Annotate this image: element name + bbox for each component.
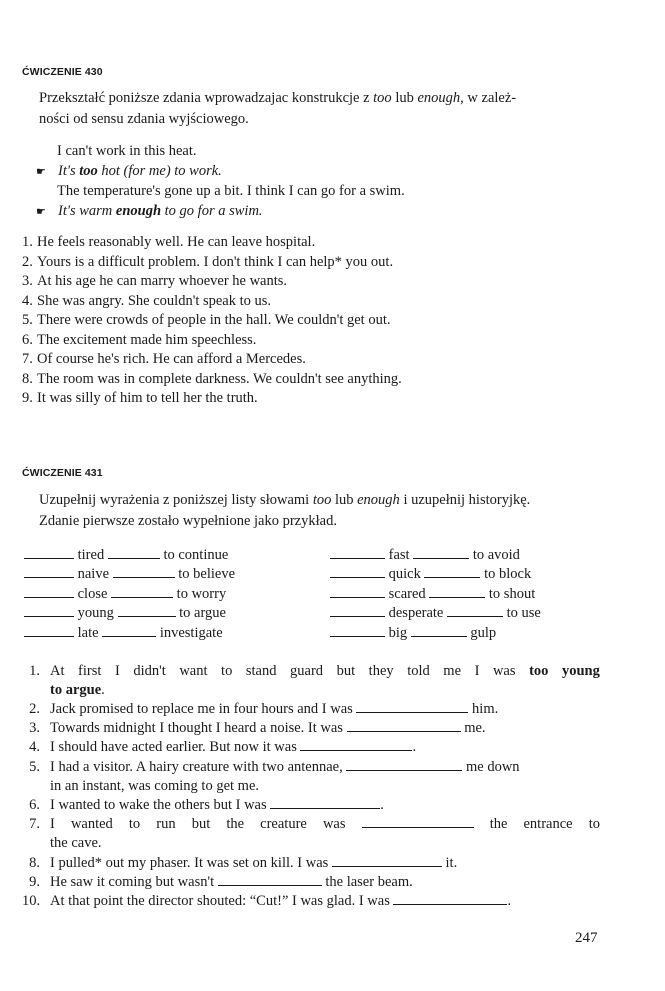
answer-blank[interactable] <box>424 566 480 578</box>
list-item: 5. There were crowds of people in the hall. We couldn't get out. <box>22 312 391 328</box>
list-item: 7. Of course he's rich. He can afford a Mercedes. <box>22 351 306 367</box>
phrase-row: desperate to use <box>330 604 630 623</box>
answer-blank[interactable] <box>330 586 385 598</box>
answer-blank[interactable] <box>330 625 385 637</box>
phrase-row: scared to shout <box>330 585 630 604</box>
answer-blank[interactable] <box>346 759 462 771</box>
example-1-answer: ☛ It's too hot (for me) to work. <box>36 162 222 183</box>
item-number: 1. <box>29 663 40 679</box>
story-line-7: I wanted to run but the creature was the entrance to <box>50 816 600 832</box>
exercise-430-items <box>22 233 402 409</box>
story-line-8: I pulled* out my phaser. It was set on kill. I was it. <box>50 855 458 871</box>
list-item: 3. At his age he can marry whoever he wants. <box>22 273 288 289</box>
story-line-7-cont: the cave. <box>50 835 102 851</box>
item-number: 5. <box>29 759 40 775</box>
list-item: 6. The excitement made him speechless. <box>22 331 257 348</box>
exercise-431-heading: ĆWICZENIE 431 <box>22 467 103 479</box>
item-number: 2. <box>29 701 40 717</box>
item-number: 10. <box>22 893 41 909</box>
story-line-1-cont: to argue. <box>50 682 105 698</box>
phrase-list-left <box>24 546 324 643</box>
phrase-row: naive to believe <box>24 565 324 584</box>
answer-blank[interactable] <box>330 566 385 578</box>
answer-blank[interactable] <box>270 797 380 809</box>
answer-blank[interactable] <box>113 566 175 578</box>
answer-blank[interactable] <box>413 547 469 559</box>
answer-blank[interactable] <box>447 605 503 617</box>
exercise-430-heading: ĆWICZENIE 430 <box>22 66 103 78</box>
phrase-list-right <box>330 546 630 643</box>
story-line-5-cont: in an instant, was coming to get me. <box>50 778 260 794</box>
answer-blank[interactable] <box>108 547 160 559</box>
answer-blank[interactable] <box>24 605 74 617</box>
phrase-row: fast to avoid <box>330 546 630 565</box>
exercise-430-instruction: Przekształć poniższe zdania wprowadzajac konstrukcje z too lub enough, w zależ- ności od sensu zdania wyjściowego. <box>39 90 517 127</box>
story-line-5: I had a visitor. A hairy creature with two antennae, me down <box>50 759 520 775</box>
example-1-prompt: I can't work in this heat. <box>57 143 197 159</box>
item-number: 4. <box>29 739 40 755</box>
answer-blank[interactable] <box>24 586 74 598</box>
story-line-9: He saw it coming but wasn't the laser beam. <box>50 874 413 890</box>
phrase-row: big gulp <box>330 624 630 643</box>
answer-blank[interactable] <box>24 566 74 578</box>
answer-blank[interactable] <box>24 625 74 637</box>
item-number: 3. <box>29 720 40 736</box>
list-item: 4. She was angry. She couldn't speak to us. <box>22 292 272 309</box>
story-line-6: I wanted to wake the others but I was . <box>50 797 384 813</box>
answer-blank[interactable] <box>393 893 507 905</box>
phrase-row: young to argue <box>24 604 324 623</box>
list-item: 1. He feels reasonably well. He can leave hospital. <box>22 234 316 250</box>
answer-blank[interactable] <box>118 605 176 617</box>
answer-blank[interactable] <box>24 547 74 559</box>
item-number: 8. <box>29 855 40 871</box>
page-number: 247 <box>575 930 598 946</box>
answer-blank[interactable] <box>102 625 156 637</box>
answer-blank[interactable] <box>429 586 485 598</box>
answer-blank[interactable] <box>218 874 322 886</box>
answer-blank[interactable] <box>111 586 173 598</box>
pointing-hand-icon: ☛ <box>36 206 46 218</box>
list-item: 9. It was silly of him to tell her the truth. <box>22 390 258 406</box>
phrase-row: late investigate <box>24 624 324 643</box>
answer-blank[interactable] <box>300 739 412 751</box>
example-2-prompt: The temperature's gone up a bit. I think I can go for a swim. <box>57 183 405 199</box>
item-number: 7. <box>29 816 40 832</box>
example-2-answer: ☛ It's warm enough to go for a swim. <box>36 202 263 223</box>
phrase-row: quick to block <box>330 565 630 584</box>
story-line-1: At first I didn't want to stand guard but they told me I was too young <box>50 663 600 679</box>
item-number: 6. <box>29 797 40 813</box>
list-item: 8. The room was in complete darkness. We couldn't see anything. <box>22 370 402 387</box>
phrase-row: tired to continue <box>24 546 324 565</box>
story-line-2: Jack promised to replace me in four hours and I was him. <box>50 701 499 717</box>
answer-blank[interactable] <box>332 855 442 867</box>
answer-blank[interactable] <box>330 605 385 617</box>
answer-blank[interactable] <box>330 547 385 559</box>
list-item: 2. Yours is a difficult problem. I don't think I can help* you out. <box>22 253 394 270</box>
story-line-4: I should have acted earlier. But now it was . <box>50 739 417 755</box>
story-line-3: Towards midnight I thought I heard a noise. It was me. <box>50 720 486 736</box>
item-number: 9. <box>29 874 40 890</box>
answer-blank[interactable] <box>362 816 474 828</box>
pointing-hand-icon: ☛ <box>36 166 46 178</box>
phrase-row: close to worry <box>24 585 324 604</box>
story-line-10: At that point the director shouted: “Cut!” I was glad. I was . <box>50 893 512 909</box>
answer-blank[interactable] <box>347 720 461 732</box>
exercise-431-instruction: Uzupełnij wyrażenia z poniższej listy słowami too lub enough i uzupełnij historyjkę. Zdanie pierwsze zostało wypełnione jako przykład. <box>39 492 531 529</box>
answer-blank[interactable] <box>356 701 468 713</box>
answer-blank[interactable] <box>411 625 467 637</box>
